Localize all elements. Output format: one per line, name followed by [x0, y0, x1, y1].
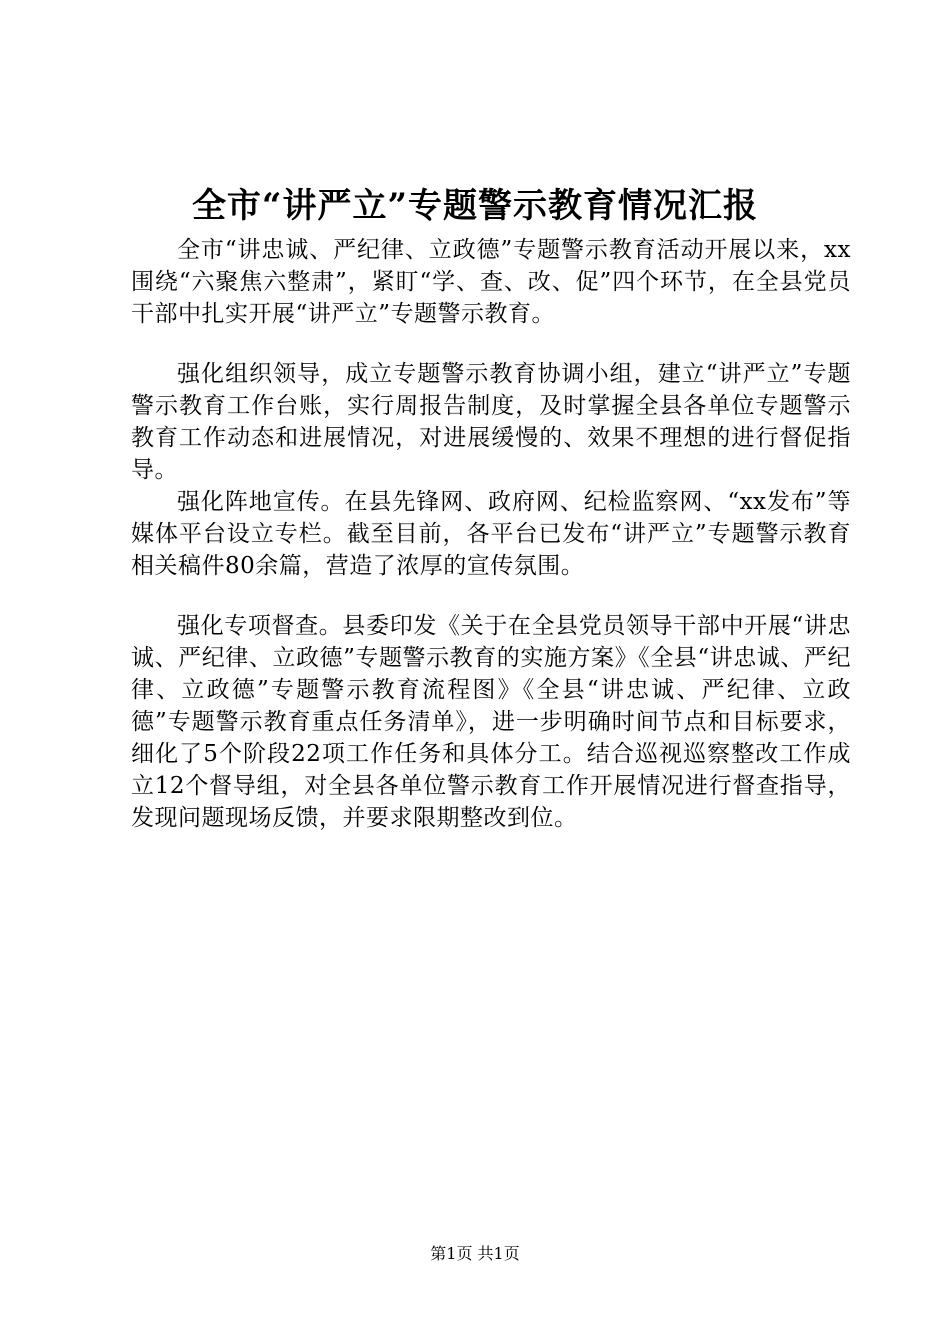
paragraph-publicity: 强化阵地宣传。在县先锋网、政府网、纪检监察网、“xx发布”等媒体平台设立专栏。截至目前，各平台已发布“讲严立”专题警示教育相关稿件80余篇，营造了浓厚的宣传氛围。	[131, 489, 851, 579]
paragraph-organization: 强化组织领导，成立专题警示教育协调小组，建立“讲严立”专题警示教育工作台账，实行周报告制度，及时掌握全县各单位专题警示教育工作动态和进展情况，对进展缓慢的、效果不理想的进行督促指导。	[131, 361, 851, 483]
paragraph-inspection: 强化专项督查。县委印发《关于在全县党员领导干部中开展“讲忠诚、严纪律、立政德”专题警示教育的实施方案》《全县“讲忠诚、严纪律、立政德”专题警示教育流程图》《全县“讲忠诚、严纪律、立政德”专题警示教育重点任务清单》，进一步明确时间节点和目标要求，细化了5个阶段22项工作任务和具体分工。结合巡视巡察整改工作成立12个督导组，对全县各单位警示教育工作开展情况进行督查指导，发现问题现场反馈，并要求限期整改到位。	[131, 613, 851, 831]
paragraph-gap	[131, 330, 851, 358]
document-body	[131, 234, 851, 834]
paragraph-intro: 全市“讲忠诚、严纪律、立政德”专题警示教育活动开展以来，xx围绕“六聚焦六整肃”，紧盯“学、查、改、促”四个环节，在全县党员干部中扎实开展“讲严立”专题警示教育。	[131, 237, 851, 327]
paragraph-gap	[131, 582, 851, 610]
document-title: 全市“讲严立”专题警示教育情况汇报	[191, 186, 759, 226]
page-number-footer: 第1页 共1页	[430, 1244, 520, 1263]
